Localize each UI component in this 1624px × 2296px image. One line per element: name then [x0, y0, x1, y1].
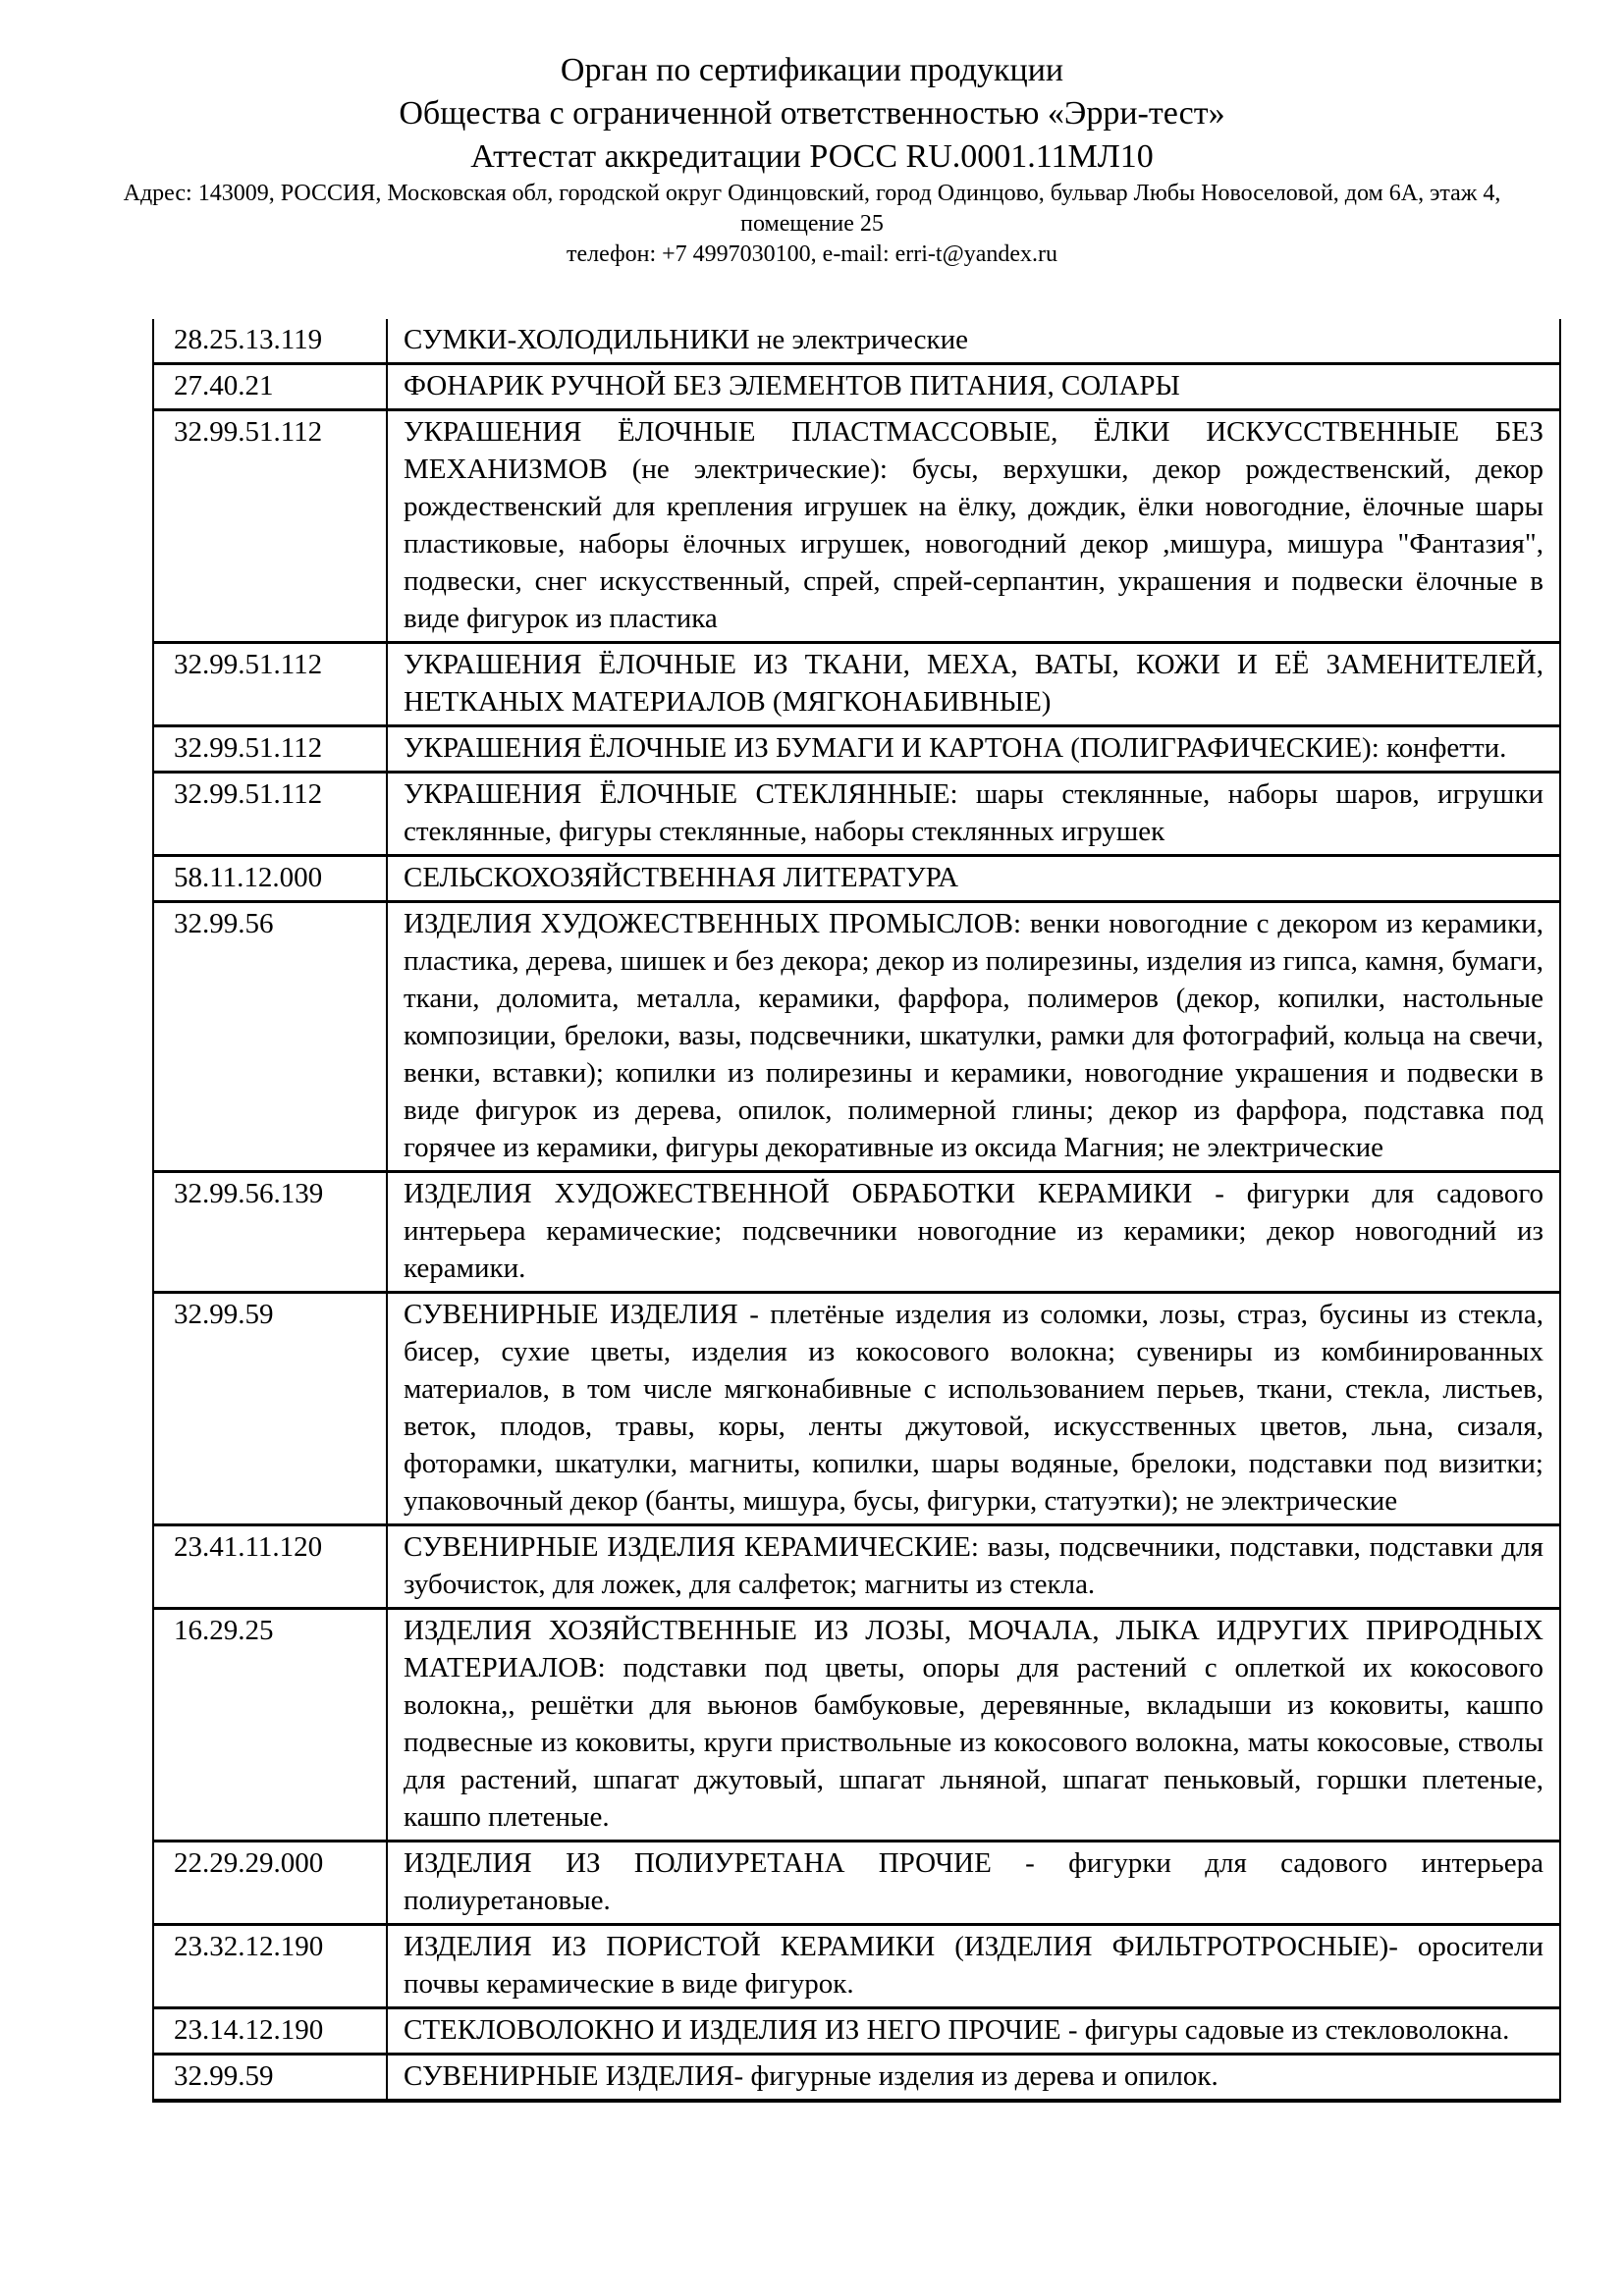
accreditation-line: Аттестат аккредитации РОСС RU.0001.11МЛ10	[470, 138, 1154, 175]
product-description: СУВЕНИРНЫЕ ИЗДЕЛИЯ КЕРАМИЧЕСКИЕ: вазы, подсвечники, подставки, подставки для зубочисток, для ложек, для салфеток; магниты из стекла.	[387, 1525, 1560, 1609]
product-table-body	[153, 319, 1560, 2101]
product-code: 32.99.59	[153, 1293, 387, 1525]
table-row	[153, 1172, 1560, 1293]
table-row	[153, 2055, 1560, 2102]
table-row	[153, 1925, 1560, 2008]
product-code: 32.99.51.112	[153, 726, 387, 773]
table-row	[153, 902, 1560, 1172]
product-description: СЕЛЬСКОХОЗЯЙСТВЕННАЯ ЛИТЕРАТУРА	[387, 856, 1560, 902]
address-line2: помещение 25	[740, 211, 884, 237]
product-description: ФОНАРИК РУЧНОЙ БЕЗ ЭЛЕМЕНТОВ ПИТАНИЯ, СОЛАРЫ	[387, 364, 1560, 410]
product-code: 32.99.51.112	[153, 773, 387, 856]
table-row	[153, 1842, 1560, 1925]
product-code: 32.99.51.112	[153, 643, 387, 726]
product-code: 23.41.11.120	[153, 1525, 387, 1609]
contact-line: телефон: +7 4997030100, e-mail: erri-t@yandex.ru	[567, 241, 1057, 267]
table-row	[153, 856, 1560, 902]
table-row	[153, 410, 1560, 643]
product-description: УКРАШЕНИЯ ЁЛОЧНЫЕ ПЛАСТМАССОВЫЕ, ЁЛКИ ИСКУССТВЕННЫЕ БЕЗ МЕХАНИЗМОВ (не электрические): бусы, верхушки, декор рождественский, декор рождественский для крепления игрушек на ёлку, дождик, ёлки новогодние, ёлочные шары пластиковые, наборы ёлочных игрушек, новогодний декор ,мишура, мишура "Фантазия", подвески, снег искусственный, спрей, спрей-серпантин, украшения и подвески ёлочные в виде фигурок из пластика	[387, 410, 1560, 643]
product-code: 23.14.12.190	[153, 2008, 387, 2055]
product-code: 16.29.25	[153, 1609, 387, 1842]
product-description: УКРАШЕНИЯ ЁЛОЧНЫЕ ИЗ ТКАНИ, МЕХА, ВАТЫ, КОЖИ И ЕЁ ЗАМЕНИТЕЛЕЙ, НЕТКАНЫХ МАТЕРИАЛОВ (МЯГКОНАБИВНЫЕ)	[387, 643, 1560, 726]
table-row	[153, 773, 1560, 856]
org-title-line1: Орган по сертификации продукции	[560, 52, 1064, 88]
product-description: СУВЕНИРНЫЕ ИЗДЕЛИЯ- фигурные изделия из дерева и опилок.	[387, 2055, 1560, 2102]
product-description: ИЗДЕЛИЯ ХОЗЯЙСТВЕННЫЕ ИЗ ЛОЗЫ, МОЧАЛА, ЛЫКА ИДРУГИХ ПРИРОДНЫХ МАТЕРИАЛОВ: подставки под цветы, опоры для растений с оплеткой их кокосового волокна,, решётки для вьюнов бамбуковые, деревянные, вкладыши из коковиты, кашпо подвесные из коковиты, круги приствольные из кокосового волокна, маты кокосовые, стволы для растений, шпагат джутовый, шпагат льняной, шпагат пеньковый, горшки плетеные, кашпо плетеные.	[387, 1609, 1560, 1842]
table-row	[153, 364, 1560, 410]
product-code: 23.32.12.190	[153, 1925, 387, 2008]
table-row	[153, 1293, 1560, 1525]
product-description: ИЗДЕЛИЯ ИЗ ПОЛИУРЕТАНА ПРОЧИЕ - фигурки для садового интерьера полиуретановые.	[387, 1842, 1560, 1925]
product-description: ИЗДЕЛИЯ ХУДОЖЕСТВЕННОЙ ОБРАБОТКИ КЕРАМИКИ - фигурки для садового интерьера керамические; подсвечники новогодние из керамики; декор новогодний из керамики.	[387, 1172, 1560, 1293]
product-description: УКРАШЕНИЯ ЁЛОЧНЫЕ СТЕКЛЯННЫЕ: шары стеклянные, наборы шаров, игрушки стеклянные, фигуры стеклянные, наборы стеклянных игрушек	[387, 773, 1560, 856]
product-code: 32.99.59	[153, 2055, 387, 2102]
product-code: 27.40.21	[153, 364, 387, 410]
document-header	[0, 0, 1624, 270]
address-line1: Адрес: 143009, РОССИЯ, Московская обл, городской округ Одинцовский, город Одинцово, бульвар Любы Новоселовой, дом 6А, этаж 4,	[123, 181, 1501, 206]
product-code: 32.99.51.112	[153, 410, 387, 643]
table-row	[153, 726, 1560, 773]
table-row	[153, 643, 1560, 726]
org-title-line2: Общества с ограниченной ответственностью «Эрри-тест»	[399, 95, 1225, 132]
product-code: 22.29.29.000	[153, 1842, 387, 1925]
product-code: 32.99.56	[153, 902, 387, 1172]
table-row	[153, 319, 1560, 364]
product-code: 28.25.13.119	[153, 319, 387, 364]
product-description: СТЕКЛОВОЛОКНО И ИЗДЕЛИЯ ИЗ НЕГО ПРОЧИЕ - фигуры садовые из стекловолокна.	[387, 2008, 1560, 2055]
product-table	[152, 319, 1561, 2103]
product-description: СУМКИ-ХОЛОДИЛЬНИКИ не электрические	[387, 319, 1560, 364]
product-code: 58.11.12.000	[153, 856, 387, 902]
product-description: ИЗДЕЛИЯ ХУДОЖЕСТВЕННЫХ ПРОМЫСЛОВ: венки новогодние с декором из керамики, пластика, дерева, шишек и без декора; декор из полирезины, изделия из гипса, камня, бумаги, ткани, доломита, металла, керамики, фарфора, полимеров (декор, копилки, настольные композиции, брелоки, вазы, подсвечники, шкатулки, рамки для фотографий, кольца на свечи, венки, вставки); копилки из полирезины и керамики, новогодние украшения и подвески в виде фигурок из дерева, опилок, полимерной глины; декор из фарфора, подставка под горячее из керамики, фигуры декоративные из оксида Магния; не электрические	[387, 902, 1560, 1172]
product-description: УКРАШЕНИЯ ЁЛОЧНЫЕ ИЗ БУМАГИ И КАРТОНА (ПОЛИГРАФИЧЕСКИЕ): конфетти.	[387, 726, 1560, 773]
table-row	[153, 1525, 1560, 1609]
table-row	[153, 2008, 1560, 2055]
product-description: ИЗДЕЛИЯ ИЗ ПОРИСТОЙ КЕРАМИКИ (ИЗДЕЛИЯ ФИЛЬТРОТРОСНЫЕ)- оросители почвы керамические в виде фигурок.	[387, 1925, 1560, 2008]
product-description: СУВЕНИРНЫЕ ИЗДЕЛИЯ - плетёные изделия из соломки, лозы, страз, бусины из стекла, бисер, сухие цветы, изделия из кокосового волокна; сувениры из комбинированных материалов, в том числе мягконабивные с использованием перьев, ткани, стекла, листьев, веток, плодов, травы, коры, ленты джутовой, искусственных цветов, льна, сизаля, фоторамки, шкатулки, магниты, копилки, шары водяные, брелоки, подставки под визитки; упаковочный декор (банты, мишура, бусы, фигурки, статуэтки); не электрические	[387, 1293, 1560, 1525]
table-row	[153, 1609, 1560, 1842]
product-code: 32.99.56.139	[153, 1172, 387, 1293]
